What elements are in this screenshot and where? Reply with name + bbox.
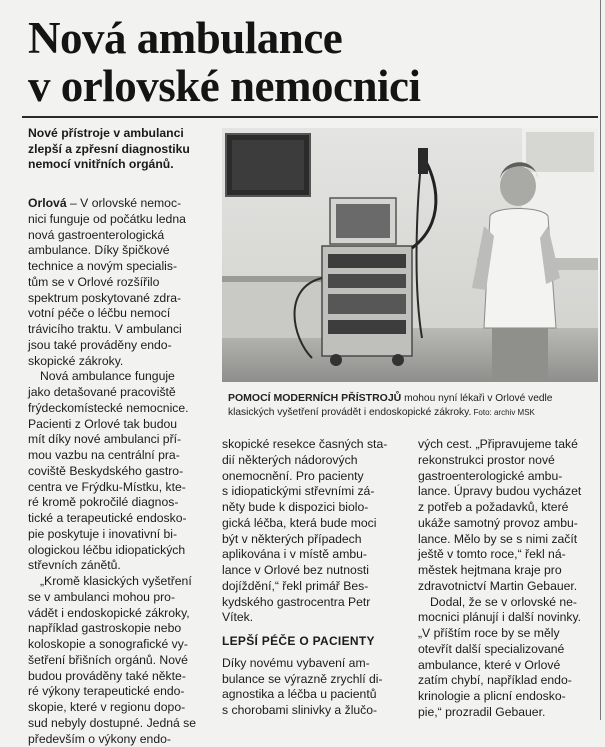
body-line: skopické zákroky. xyxy=(28,354,212,370)
body-line: koloskopie a sonografické vy- xyxy=(28,637,212,653)
body-line: frýdeckomístecké nemocnice. xyxy=(28,401,212,417)
body-line: aplikována i v místě ambu- xyxy=(222,547,402,563)
body-line: například gastroskopie nebo xyxy=(28,621,212,637)
article-column-1 xyxy=(28,196,212,747)
body-line: Vítek. xyxy=(222,610,402,626)
body-line: gastroenterologické ambu- xyxy=(418,469,600,485)
section-subheading: LEPŠÍ PÉČE O PACIENTY xyxy=(222,634,402,650)
endoscopy-room-illustration xyxy=(222,128,598,382)
body-line: z potřeb a požadavků, které xyxy=(418,500,600,516)
photo-credit: Foto: archiv MSK xyxy=(471,408,535,417)
body-line: onemocnění. Pro pacienty xyxy=(222,469,402,485)
body-line: vádět i endoskopické zákroky, xyxy=(28,606,212,622)
body-line: především o výkony endo- xyxy=(28,732,212,747)
body-line: s chorobami slinivky a žlučo- xyxy=(222,703,402,719)
body-line: ré výkony terapeutické endo- xyxy=(28,684,212,700)
body-line: ještě v tomto roce,“ řekl ná- xyxy=(418,547,600,563)
body-line: Dodal, že se v orlovské ne- xyxy=(418,595,600,611)
photo-caption xyxy=(228,391,600,420)
body-line: spektrum poskytované zdra- xyxy=(28,291,212,307)
caption-text-line-2: klasických vyšetření provádět i endoskopické zákroky. xyxy=(228,407,471,418)
body-line: jsou také prováděny endo- xyxy=(28,338,212,354)
body-line: Díky novému vybavení am- xyxy=(222,656,402,672)
lead-paragraph xyxy=(28,126,210,173)
body-line: dojíždění,“ řekl primář Bes- xyxy=(222,579,402,595)
body-line: skopické resekce časných sta- xyxy=(222,437,402,453)
headline-line-1: Nová ambulance xyxy=(28,14,598,62)
headline-line-2: v orlovské nemocnici xyxy=(28,62,598,110)
lead-line: nemocí vnitřních orgánů. xyxy=(28,157,210,173)
caption-lead: POMOCÍ MODERNÍCH PŘÍSTROJŮ xyxy=(228,392,401,404)
body-line: ré kromě pokročilé diagnos- xyxy=(28,495,212,511)
headline xyxy=(28,14,598,110)
body-line: ambulance, které v Orlové xyxy=(418,658,600,674)
body-line: ukáže samotný provoz ambu- xyxy=(418,516,600,532)
body-line: coviště Beskydského gastro- xyxy=(28,464,212,480)
body-line: Nová ambulance funguje xyxy=(28,369,212,385)
article-photo xyxy=(222,128,598,382)
body-line: něty bude k dispozici biolo- xyxy=(222,500,402,516)
body-line: být v některých případech xyxy=(222,532,402,548)
body-line: s idiopatickými střevními zá- xyxy=(222,484,402,500)
body-line: šetření břišních orgánů. Nové xyxy=(28,653,212,669)
body-line: bulance se výrazně zrychlí di- xyxy=(222,672,402,688)
body-line: lance. Úpravy budou vycházet xyxy=(418,484,600,500)
body-line: agnostika a léčba u pacientů xyxy=(222,687,402,703)
body-line: otevřít další specializované xyxy=(418,642,600,658)
body-line: dií některých nádorových xyxy=(222,453,402,469)
page-edge-rule xyxy=(600,0,601,720)
body-line: vých cest. „Připravujeme také xyxy=(418,437,600,453)
body-line: ambulance. Díky špičkové xyxy=(28,243,212,259)
body-line: centra ve Frýdku-Místku, kte- xyxy=(28,480,212,496)
body-line: mou vazbu na centrální pra- xyxy=(28,448,212,464)
body-line: votní péče o léčbu nemocí xyxy=(28,306,212,322)
body-line: pie poskytuje i inovativní bi- xyxy=(28,527,212,543)
lead-line: Nové přístroje v ambulanci xyxy=(28,126,210,142)
body-line: pie,“ prozradil Gebauer. xyxy=(418,705,600,721)
body-line: Pacienti z Orlové tak budou xyxy=(28,417,212,433)
body-line: zdravotnictví Martin Gebauer. xyxy=(418,579,600,595)
headline-rule xyxy=(22,116,598,118)
body-line: rekonstrukci prostor nové xyxy=(418,453,600,469)
body-line: městek hejtmana kraje pro xyxy=(418,563,600,579)
body-line: lance. Mělo by se s nimi začít xyxy=(418,532,600,548)
body-line: gická léčba, která bude moci xyxy=(222,516,402,532)
lead-line: zlepší a zpřesní diagnostiku xyxy=(28,142,210,158)
body-line: lance v Orlové bez nutnosti xyxy=(222,563,402,579)
body-line: tické a terapeutické endosko- xyxy=(28,511,212,527)
body-line: mocnici plánují i další novinky. xyxy=(418,610,600,626)
body-line: nici funguje od počátku ledna xyxy=(28,212,212,228)
body-line: – V orlovské nemoc- xyxy=(67,196,181,210)
body-line: ologickou léčbu idiopatických xyxy=(28,543,212,559)
body-line: nová gastroenterologická xyxy=(28,228,212,244)
body-line: zatím chybí, například endo- xyxy=(418,673,600,689)
body-line: skopie, které v regionu dopo- xyxy=(28,700,212,716)
body-line: střevních zánětů. xyxy=(28,558,212,574)
body-line: sud nebyly dostupné. Jedná se xyxy=(28,716,212,732)
body-line: tům se v Orlové rozšířilo xyxy=(28,275,212,291)
body-line: kydského gastrocentra Petr xyxy=(222,595,402,611)
body-line: trávicího traktu. V ambulanci xyxy=(28,322,212,338)
body-line: krinologie a plicní endosko- xyxy=(418,689,600,705)
body-line: technice a novým specialis- xyxy=(28,259,212,275)
body-line: se v ambulanci mohou pro- xyxy=(28,590,212,606)
dateline: Orlová xyxy=(28,196,67,210)
body-line: „Kromě klasických vyšetření xyxy=(28,574,212,590)
article-column-3 xyxy=(418,437,600,721)
caption-text: mohou nyní lékaři v Orlové vedle xyxy=(401,393,552,404)
body-line: budou prováděny také někte- xyxy=(28,669,212,685)
body-line: mít díky nové ambulanci pří- xyxy=(28,432,212,448)
article-column-2 xyxy=(222,437,402,719)
body-line: „V příštím roce by se měly xyxy=(418,626,600,642)
body-line: jako detašované pracoviště xyxy=(28,385,212,401)
